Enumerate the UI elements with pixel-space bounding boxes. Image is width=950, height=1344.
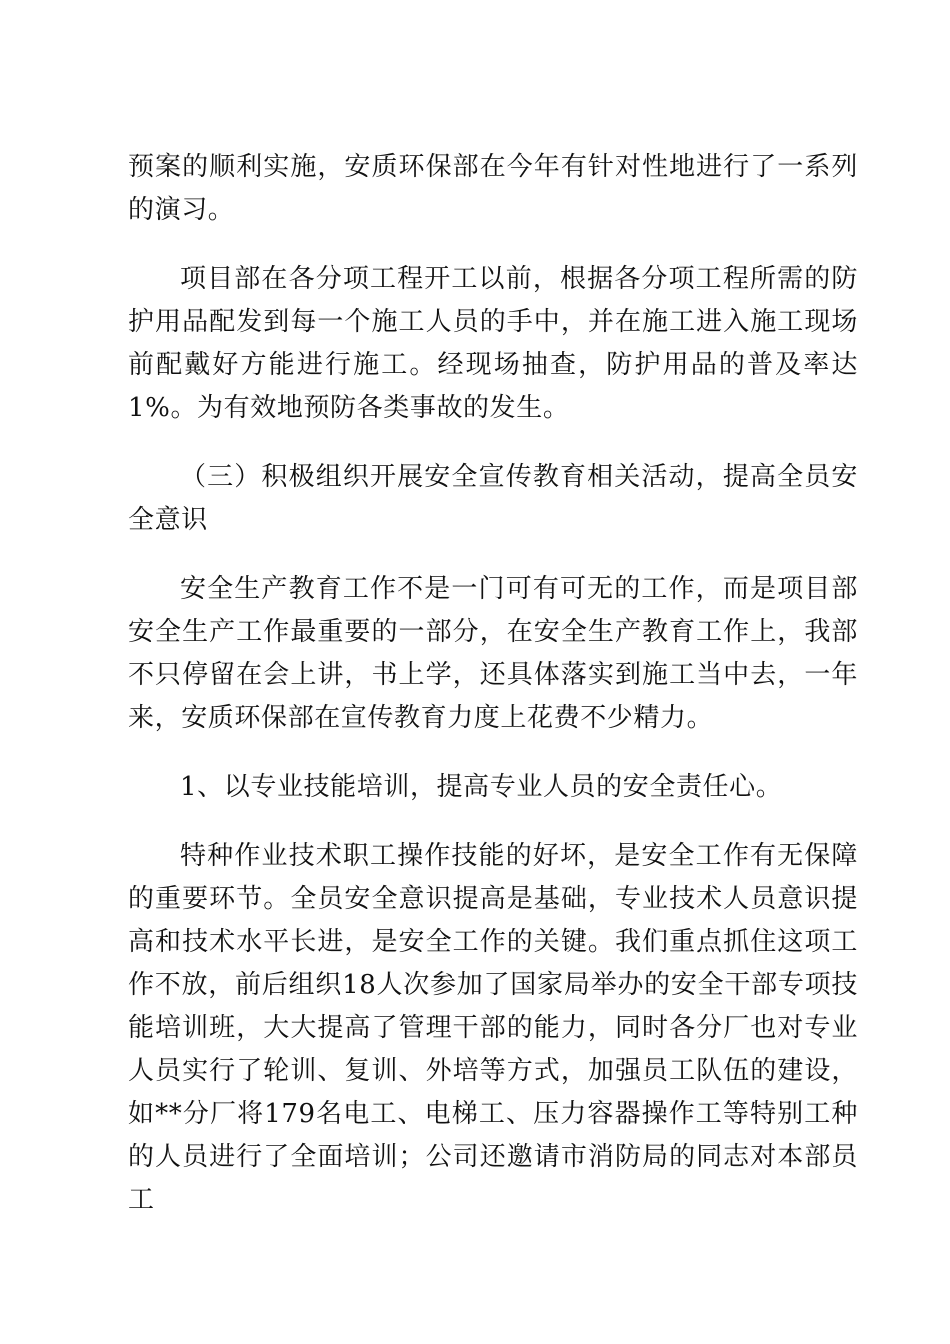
paragraph-safety-education: 安全生产教育工作不是一门可有可无的工作，而是项目部安全生产工作最重要的一部分，在安全生产教育工作上，我部不只停留在会上讲，书上学，还具体落实到施工当中去，一年来，安质环保部在宣传教育力度上花费不少精力。 [128, 574, 858, 733]
paragraph-protective-equipment: 项目部在各分项工程开工以前，根据各分项工程所需的防护用品配发到每一个施工人员的手中，并在施工进入施工现场前配戴好方能进行施工。经现场抽查，防护用品的普及率达1%。为有效地预防各类事故的发生。 [128, 264, 858, 423]
subheading-skill-training: 1、以专业技能培训，提高专业人员的安全责任心。 [180, 772, 783, 802]
paragraph-drill-continuation: 预案的顺利实施，安质环保部在今年有针对性地进行了一系列的演习。 [128, 152, 858, 225]
document-body [128, 146, 858, 1248]
section-heading-safety-education: （三）积极组织开展安全宣传教育相关活动，提高全员安全意识 [128, 462, 858, 535]
paragraph-special-operations-training: 特种作业技术职工操作技能的好坏，是安全工作有无保障的重要环节。全员安全意识提高是基础，专业技术人员意识提高和技术水平长进，是安全工作的关键。我们重点抓住这项工作不放，前后组织18人次参加了国家局举办的安全干部专项技能培训班，大大提高了管理干部的能力，同时各分厂也对专业人员实行了轮训、复训、外培等方式，加强员工队伍的建设，如**分厂将179名电工、电梯工、压力容器操作工等特别工种的人员进行了全面培训；公司还邀请市消防局的同志对本部员工 [128, 841, 858, 1215]
